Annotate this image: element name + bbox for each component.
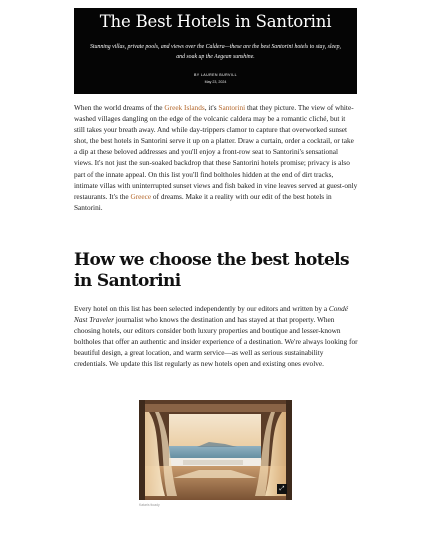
link-greece[interactable]: Greece: [130, 191, 152, 201]
intro-text-4: of dreams. Make it a reality with our edit of the best hotels in Santorini.: [74, 191, 332, 212]
methodology-text-1: Every hotel on this list has been selected independently by our editors and written by a: [74, 304, 329, 313]
methodology-paragraph: [74, 303, 358, 370]
photo-credit: Kataris ttoady: [139, 503, 160, 507]
article-dek: Stunning villas, private pools, and views over the Caldera—these are the best Santorini hotels to stay, sleep, and soak up the Aegean sunshine.: [90, 44, 341, 60]
publish-date: May 23, 2024: [204, 80, 227, 84]
hotel-room-illustration: [139, 400, 292, 500]
section-heading: How we choose the best hotels in Santorini: [74, 250, 350, 291]
article-title: The Best Hotels in Santorini: [99, 12, 332, 31]
intro-paragraph: [74, 102, 358, 213]
link-greek-islands[interactable]: Greek Islands: [164, 103, 205, 112]
intro-text-2: , it's: [204, 103, 219, 112]
intro-text-1: When the world dreams of the: [74, 103, 165, 112]
expand-image-icon[interactable]: ⤢: [277, 484, 287, 494]
publication-name: Condé Nast Traveler: [74, 304, 348, 325]
intro-text-3: that they picture. The view of white-washed villages dangling on the edge of the volcanic caldera may be a romantic cliché, but it still takes your breath away. And while day-trippers clamor to capture that overworked sunset shot, the best hotels in Santorini serve it up on a platter. Draw a curtain, order a cocktail, or take a dip at these beloved addresses and you'll enjoy a front-row seat to Santorini's sensational views. It's not just the sun-soaked backdrop that these Santorini hotels promise; privacy is also part of the innate appeal. On this list you'll find boltholes hidden at the end of dirt tracks, intimate villas with uninterrupted sunset views and fish baked in vine leaves served at guest-only restaurants. It's the: [74, 103, 358, 201]
methodology-text-2: journalist who knows the destination and has stayed at that property. When choosing hotels, our editors consider both luxury properties and boutique and lesser-known boltholes that offer an authentic and insider experience of a destination. We're always looking for beautiful design, a great location, and warm service—as well as serious sustainability credentials. We update this list regularly as new hotels open and existing ones evolve.: [74, 315, 358, 369]
author-byline[interactable]: BY LAUREN BURVILL: [193, 73, 238, 77]
hotel-photo: [139, 400, 292, 500]
hero-banner: [74, 8, 357, 94]
link-santorini[interactable]: Santorini: [218, 103, 246, 112]
